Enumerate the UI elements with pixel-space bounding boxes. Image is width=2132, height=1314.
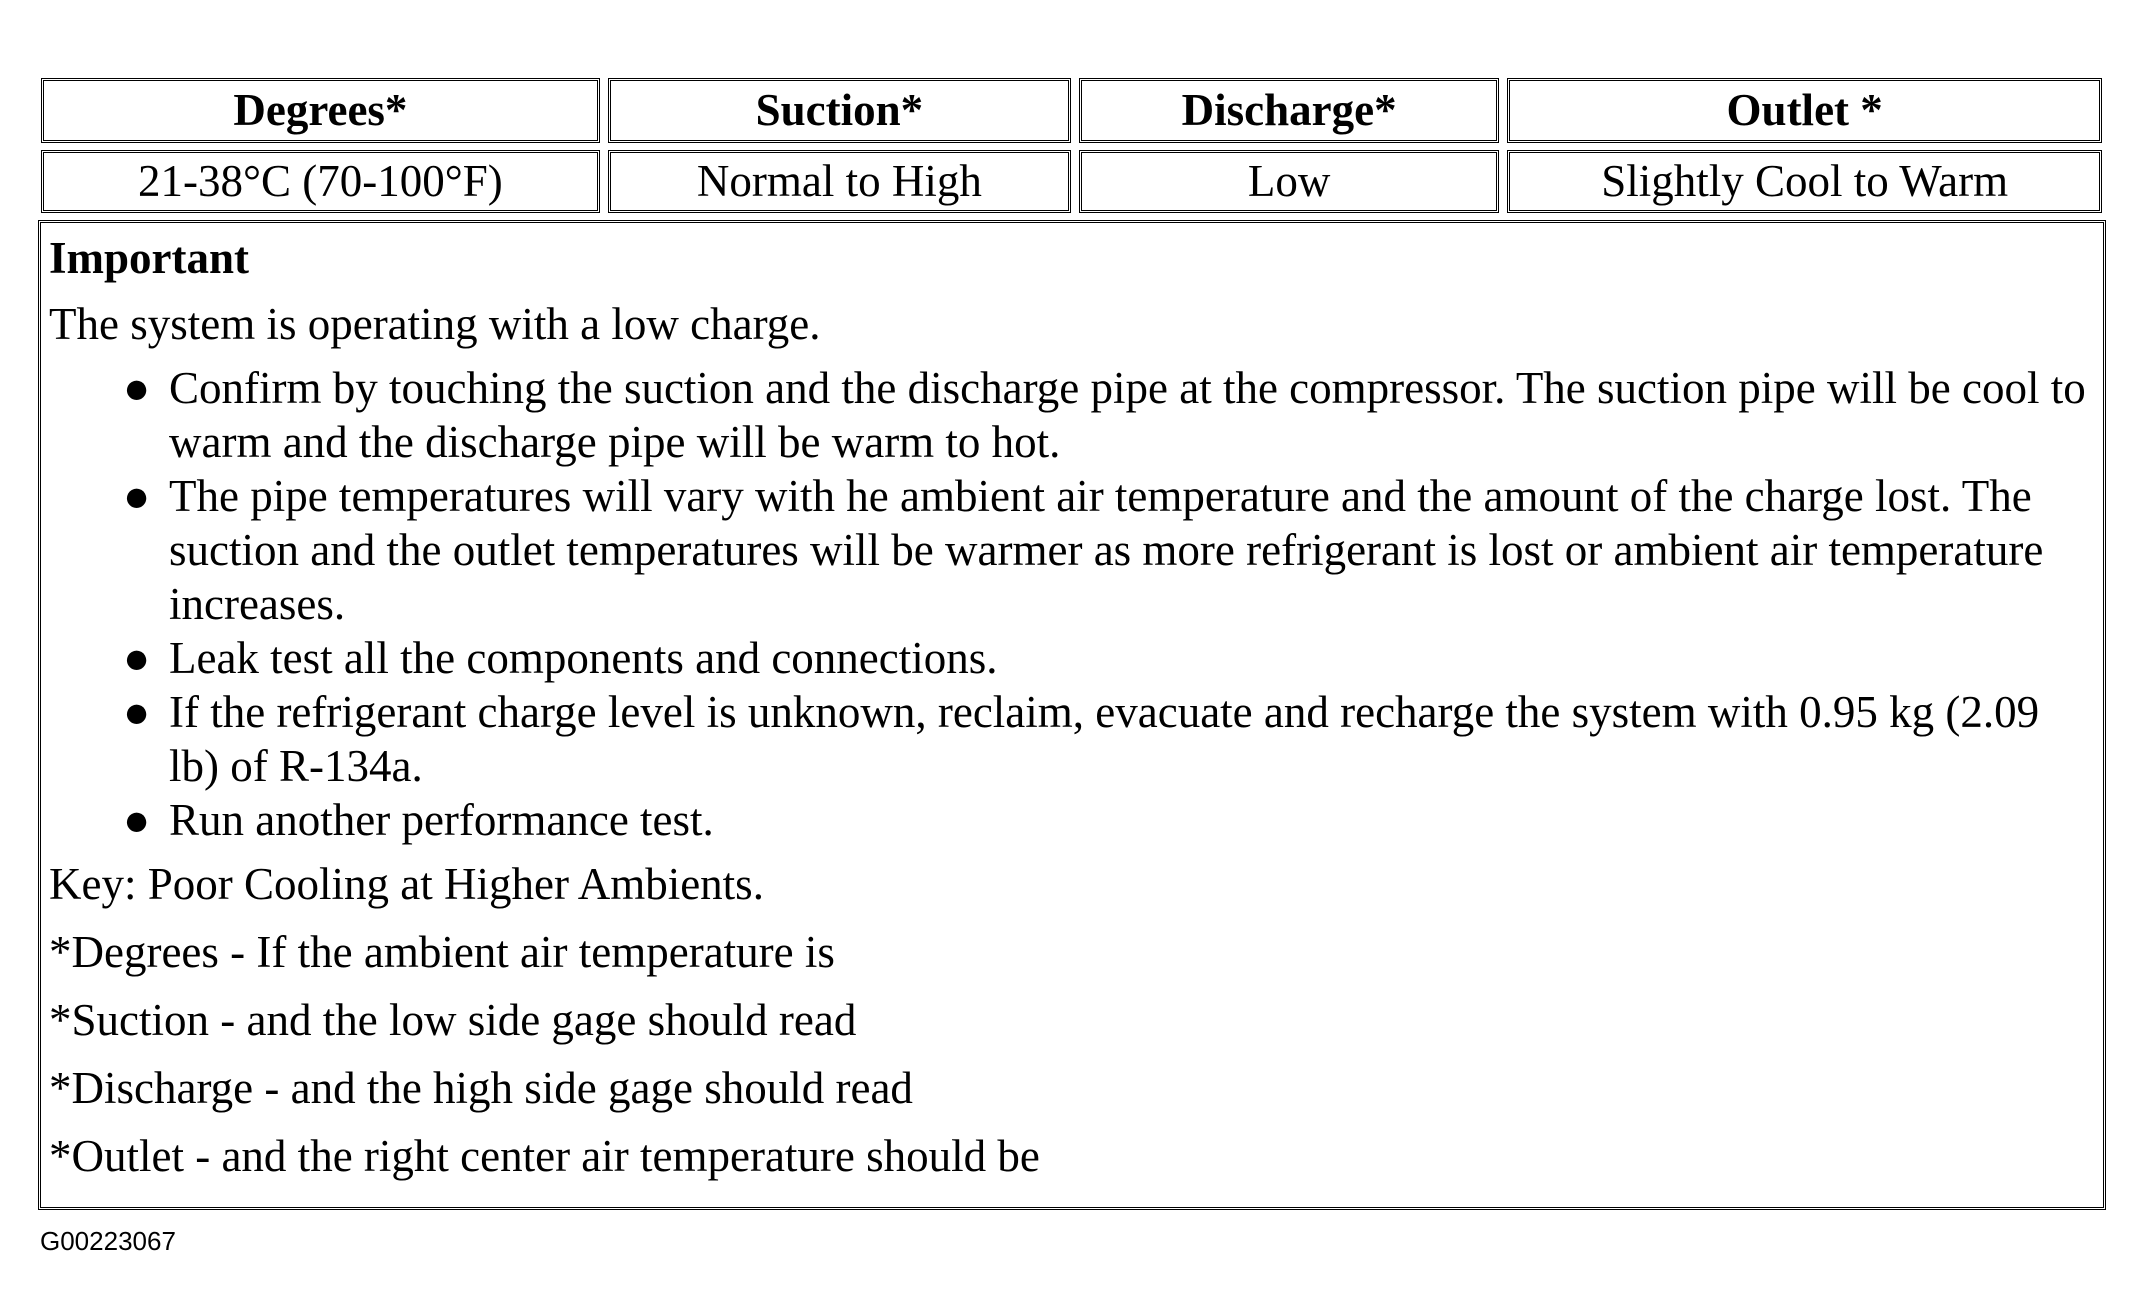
list-item — [123, 631, 2095, 685]
notes-lead: The system is operating with a low charge. — [49, 299, 821, 349]
key-line-outlet: *Outlet - and the right center air temperature should be — [49, 1131, 1040, 1181]
value-outlet: Slightly Cool to Warm — [1507, 150, 2102, 213]
list-item-text: The pipe temperatures will vary with he ambient air temperature and the amount of the charge lost. The suction and the outlet temperatures will be warmer as more refrigerant is lost or ambient air temperature increases. — [169, 471, 2044, 629]
header-degrees: Degrees* — [41, 78, 600, 143]
header-discharge: Discharge* — [1079, 78, 1499, 143]
bullet-icon: ● — [123, 633, 151, 683]
value-discharge: Low — [1079, 150, 1499, 213]
header-suction: Suction* — [608, 78, 1071, 143]
value-degrees: 21-38°C (70-100°F) — [41, 150, 600, 213]
bullet-icon: ● — [123, 795, 151, 845]
list-item — [123, 793, 2095, 847]
header-outlet: Outlet * — [1507, 78, 2102, 143]
notes-heading: Important — [49, 233, 249, 283]
notes-box — [38, 220, 2106, 1210]
list-item — [123, 685, 2095, 793]
key-line-degrees: *Degrees - If the ambient air temperature is — [49, 927, 835, 977]
key-line-discharge: *Discharge - and the high side gage should read — [49, 1063, 913, 1113]
key-line-suction: *Suction - and the low side gage should read — [49, 995, 857, 1045]
list-item — [123, 469, 2095, 631]
bullet-icon: ● — [123, 363, 151, 413]
table-header-row — [41, 78, 2102, 143]
figure-id-label: G00223067 — [40, 1226, 176, 1256]
list-item-text: Run another performance test. — [169, 795, 714, 845]
bullet-icon: ● — [123, 471, 151, 521]
list-item — [123, 361, 2095, 469]
list-item-text: Confirm by touching the suction and the discharge pipe at the compressor. The suction pipe will be cool to warm and the discharge pipe will be warm to hot. — [169, 363, 2086, 467]
value-suction: Normal to High — [608, 150, 1071, 213]
notes-bullet-list — [49, 361, 2095, 847]
key-line: Key: Poor Cooling at Higher Ambients. — [49, 859, 764, 909]
list-item-text: If the refrigerant charge level is unknown, reclaim, evacuate and recharge the system with 0.95 kg (2.09 lb) of R-134a. — [169, 687, 2040, 791]
bullet-icon: ● — [123, 687, 151, 737]
list-item-text: Leak test all the components and connections. — [169, 633, 998, 683]
table-value-row — [41, 150, 2102, 213]
